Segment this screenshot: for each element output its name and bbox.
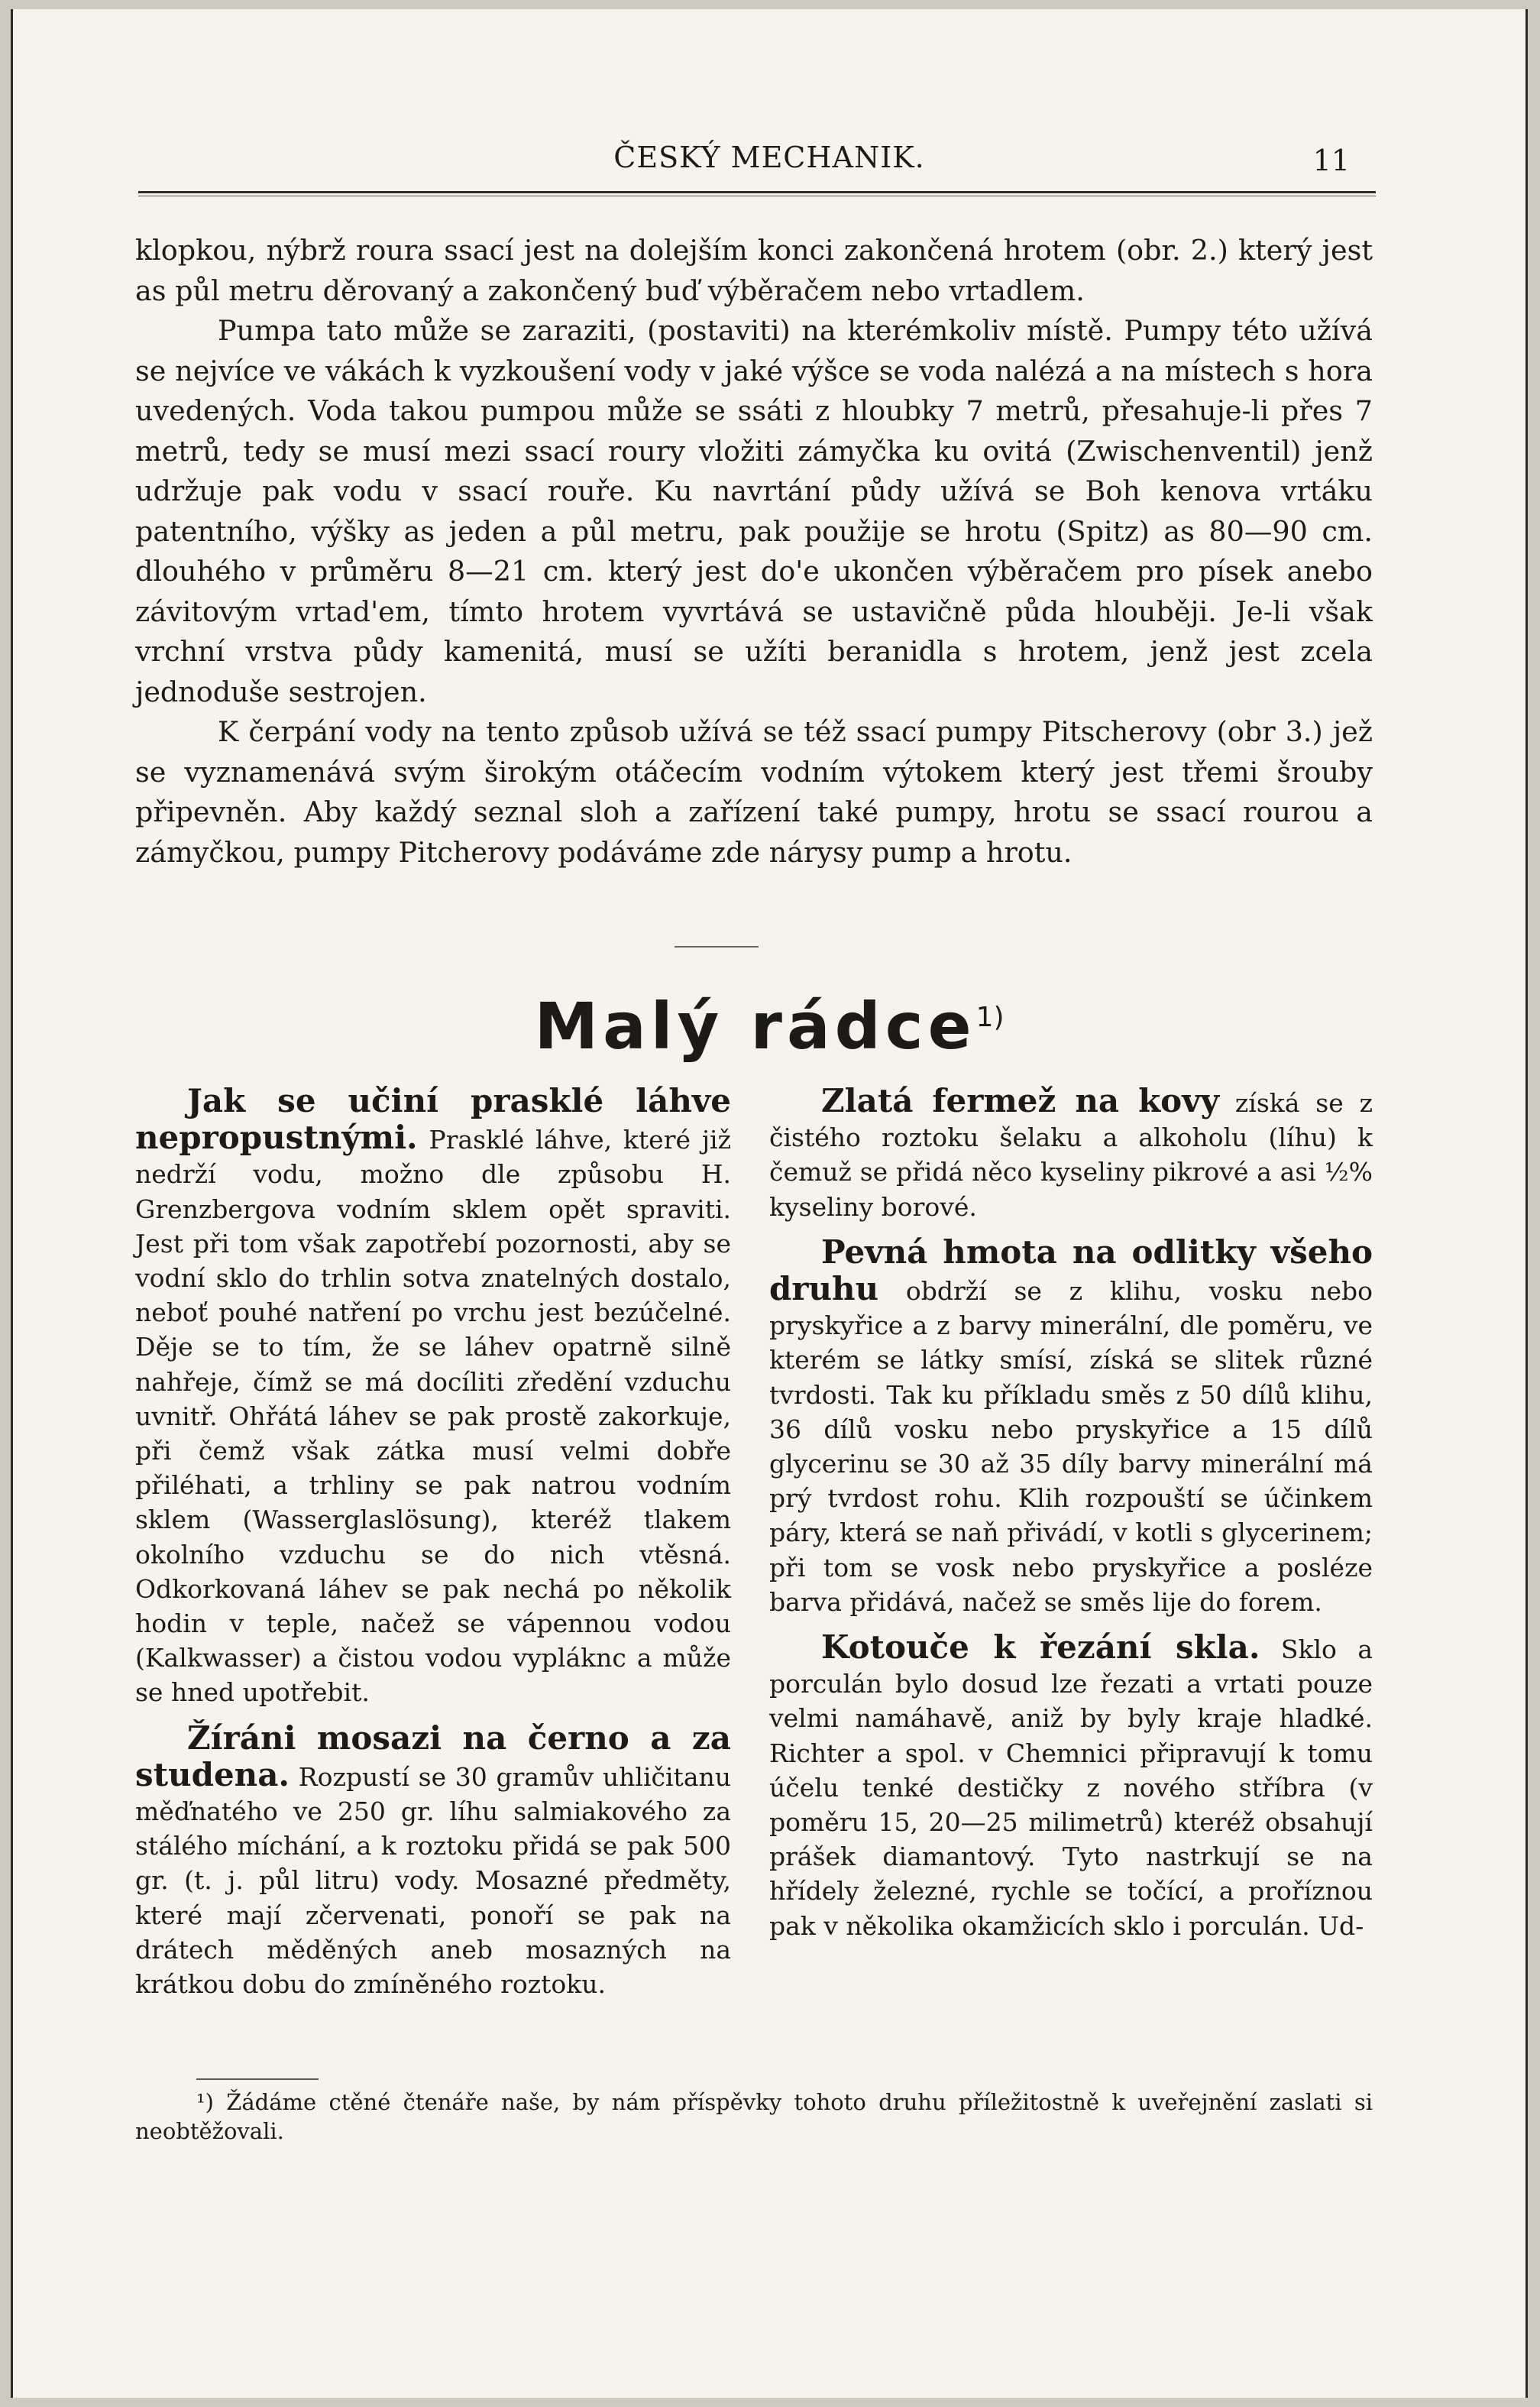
header-rule	[138, 191, 1376, 196]
page-number: 11	[1312, 144, 1350, 177]
entry-text: Rozpustí se 30 gramův uhličitanu měďnatého ve 250 gr. líhu salmiakového za stálého míchání, a k roztoku přidá se pak 500 gr. (t. j. půl litru) vody. Mosazné předměty, které mají zčervenati, ponoří se pak na drátech měděných aneb mosazných na krátkou dobu do zmíněného roztoku.	[135, 1761, 731, 2000]
section-title	[13, 989, 1525, 1064]
left-column	[135, 1084, 731, 2001]
intro-paragraph-2: Pumpa tato může se zaraziti, (postaviti) na kterémkoliv místě. Pumpy této užívá se nejvíce ve vákách k vyzkoušení vody v jaké výšce se voda nalézá a na místech s hora uvedených. Voda takou pumpou může se ssáti z hloubky 7 metrů, přesahuje-li přes 7 metrů, tedy se musí mezi ssací roury vložiti zámyčka ku ovitá (Zwischenventil) jenž udržuje pak vodu v ssací rouře. Ku navrtání půdy užívá se Boh kenova vrtáku patentního, výšky as jeden a půl metru, pak použije se hrotu (Spitz) as 80—90 cm. dlouhého v průměru 8—21 cm. který jest do'e ukončen výběračem pro písek anebo závitovým vrtad'em, tímto hrotem vyvrtává se ustavičně půda hlouběji. Je-li však vrchní vrstva půdy kamenitá, musí se užíti beranidla s hrotem, jenž jest zcela jednoduše sestrojen.	[135, 314, 1373, 708]
footnote-rule	[196, 2078, 319, 2080]
entry-gold-varnish	[769, 1084, 1373, 1224]
entry-brass-etching	[135, 1721, 731, 2002]
entry-text: obdrží se z klihu, vosku nebo pryskyřice a z barvy minerální, dle poměru, ve kterém se látky smísí, získá se slitek různé tvrdosti. Tak ku příkladu směs z 50 dílů klihu, 36 dílů vosku nebo pryskyřice a 15 dílů glycerinu se 30 až 35 díly barvy minerální má prý tvrdost rohu. Klih rozpouští se účinkem páry, která se naň přivádí, v kotli s glycerinem; při tom se vosk nebo pryskyřice a posléze barva přidává, načež se směs lije do forem.	[769, 1276, 1373, 1617]
intro-text	[135, 231, 1373, 873]
entry-cracked-bottles	[135, 1084, 731, 1710]
entry-text: získá se z čistého roztoku šelaku a alkoholu (líhu) k čemuž se přidá něco kyseliny pikrové a asi ½% kyseliny borové.	[769, 1088, 1373, 1222]
entry-title: Jak se učiní prasklé láhve nepropustnými.	[135, 1082, 731, 1157]
entry-title: Zlatá fermež na kovy	[821, 1082, 1220, 1119]
section-title-text: Malý rádce	[534, 989, 976, 1064]
entry-casting-mass	[769, 1235, 1373, 1619]
entry-text: Prasklé láhve, které již nedrží vodu, možno dle způsobu H. Grenzbergova vodním sklem opět spraviti. Jest při tom však zapotřebí pozornosti, aby se vodní sklo do trhlin sotva znatelných dostalo, neboť pouhé natření po vrchu jest bezúčelné. Děje se to tím, že se láhev opatrně silně nahřeje, čímž se má docíliti zředění vzduchu uvnitř. Ohřátá láhev se pak prostě zakorkuje, při čemž však zátka musí velmi dobře přiléhati, a trhliny se pak natrou vodním sklem (Wasserglaslösung), kteréž tlakem okolního vzduchu se do nich vtěsná. Odkorkovaná láhev se pak nechá po několik hodin v teple, načež se vápennou vodou (Kalkwasser) a čistou vodou vypláknc a může se hned upotřebit.	[135, 1125, 731, 1708]
footnote-mark: 1)	[975, 1002, 1005, 1033]
entry-title: Žíráni mosazi na černo a za studena.	[135, 1719, 731, 1793]
intro-paragraph-3: K čerpání vody na tento způsob užívá se též ssací pumpy Pitscherovy (obr 3.) jež se vyznamenává svým širokým otáčecím vodním výtokem který jest třemi šrouby připevněn. Aby každý seznal sloh a zařízení také pumpy, hrotu se ssací rourou a zámyčkou, pumpy Pitcherovy podáváme zde nárysy pump a hrotu.	[135, 715, 1373, 869]
section-separator	[675, 946, 759, 948]
page	[11, 9, 1528, 2398]
entry-glass-cutting-discs	[769, 1630, 1373, 1943]
right-column	[769, 1084, 1373, 1943]
footnote: ¹) Žádáme ctěné čtenáře naše, by nám příspěvky tohoto druhu příležitostně k uveřejnění zaslati si neobtěžovali.	[135, 2089, 1373, 2144]
running-title: ČESKÝ MECHANIK.	[613, 141, 925, 174]
entry-text: Sklo a porculán bylo dosud lze řezati a vrtati pouze velmi namáhavě, aniž by byly kraje hladké. Richter a spol. v Chemnici připravují k tomu účelu tenké destičky z nového stříbra (v poměru 15, 20—25 milimetrů) kteréž obsahují prášek diamantový. Tyto nastrkují se na hřídely železné, rychle se točící, a proříznou pak v několika okamžicích sklo i porculán. Ud-	[769, 1634, 1373, 1941]
entry-title: Pevná hmota na odlitky všeho druhu	[769, 1233, 1373, 1308]
intro-paragraph-1: klopkou, nýbrž roura ssací jest na dolejším konci zakončená hrotem (obr. 2.) který jest as půl metru děrovaný a zakončený buď výběračem nebo vrtadlem.	[135, 234, 1373, 307]
entry-title: Kotouče k řezání skla.	[821, 1628, 1260, 1667]
